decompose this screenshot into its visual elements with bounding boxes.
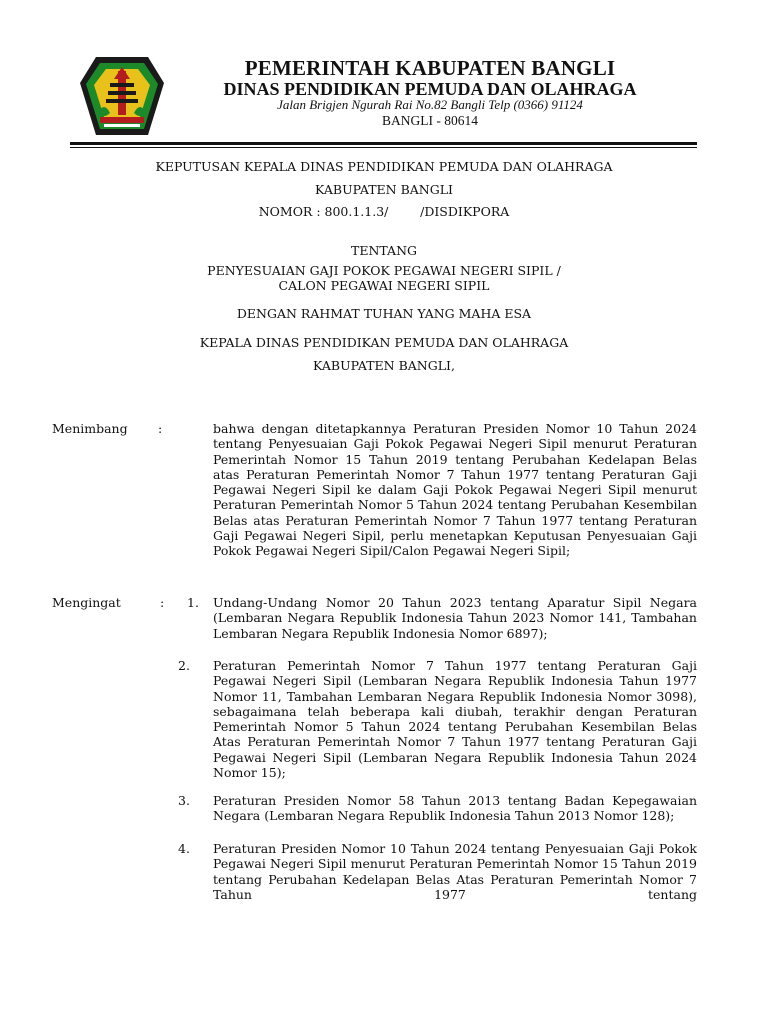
decree-subject-line1: PENYESUAIAN GAJI POKOK PEGAWAI NEGERI SIPIL / (207, 263, 561, 278)
menimbang-label: Menimbang (52, 421, 128, 436)
mengingat-item-number: 4. (178, 841, 190, 856)
decree-invocation: DENGAN RAHMAT TUHAN YANG MAHA ESA (236, 306, 532, 321)
mengingat-label: Mengingat (52, 595, 121, 610)
mengingat-item-text: Peraturan Presiden Nomor 10 Tahun 2024 tentang Penyesuaian Gaji Pokok Pegawai Negeri Sipil menurut Peraturan Pemerintah Nomor 15 Tahun 2019 tentang Perubahan Kedelapan Belas Atas Peraturan Pemerintah Nomor 7 Tahun 1977 tentang (213, 841, 697, 902)
decree-subject-line2: CALON PEGAWAI NEGERI SIPIL (278, 278, 490, 293)
mengingat-item-text: Undang-Undang Nomor 20 Tahun 2023 tentang Aparatur Sipil Negara (Lembaran Negara Republik Indonesia Tahun 2023 Nomor 141, Tambahan Lembaran Negara Republik Indonesia Nomor 6897); (213, 595, 697, 641)
mengingat-item-number: 3. (178, 793, 190, 808)
mengingat-item-number: 1. (187, 595, 199, 610)
kabupaten-bangli-emblem-icon (74, 53, 170, 139)
decree-issuer-line2: KABUPATEN BANGLI, (313, 358, 455, 373)
mengingat-item-text: Peraturan Presiden Nomor 58 Tahun 2013 tentang Badan Kepegawaian Negara (Lembaran Negara Republik Indonesia Tahun 2013 Nomor 128); (213, 793, 697, 824)
mengingat-item-text: Peraturan Pemerintah Nomor 7 Tahun 1977 tentang Peraturan Gaji Pegawai Negeri Sipil (Lembaran Negara Republik Indonesia Tahun 1977 Nomor 11, Tambahan Lembaran Negara Republik Indonesia Nomor 3098), sebagaimana telah beberapa kali diubah, terakhir dengan Peraturan Pemerintah Nomor 5 Tahun 2024 tentang Perubahan Kesembilan Belas Atas Peraturan Pemerintah Nomor 7 Tahun 1977 tentang Peraturan Gaji Pegawai Negeri Sipil (Lembaran Negara Republik Indonesia Tahun 2024 Nomor 15); (213, 658, 697, 781)
decree-title: KEPUTUSAN KEPALA DINAS PENDIDIKAN PEMUDA DAN OLAHRAGA (155, 159, 613, 174)
letterhead-government: PEMERINTAH KABUPATEN BANGLI (244, 56, 616, 80)
letterhead-city: BANGLI - 80614 (382, 113, 478, 128)
decree-number: NOMOR : 800.1.1.3/ /DISDIKPORA (258, 204, 510, 219)
letterhead-agency: DINAS PENDIDIKAN PEMUDA DAN OLAHRAGA (223, 79, 637, 99)
decree-tentang: TENTANG (350, 243, 417, 258)
letterhead-divider-thin (70, 147, 697, 148)
mengingat-colon: : (160, 595, 165, 610)
letterhead-address: Jalan Brigjen Ngurah Rai No.82 Bangli Telp (0366) 91124 (277, 97, 583, 112)
letterhead-divider (70, 142, 697, 145)
mengingat-item-number: 2. (178, 658, 190, 673)
menimbang-colon: : (158, 421, 163, 436)
decree-title-region: KABUPATEN BANGLI (315, 182, 453, 197)
decree-issuer-line1: KEPALA DINAS PENDIDIKAN PEMUDA DAN OLAHRAGA (199, 335, 569, 350)
menimbang-text: bahwa dengan ditetapkannya Peraturan Presiden Nomor 10 Tahun 2024 tentang Penyesuaian Gaji Pokok Pegawai Negeri Sipil menurut Peraturan Pemerintah Nomor 15 Tahun 2019 tentang Perubahan Kedelapan Belas atas Peraturan Pemerintah Nomor 7 Tahun 1977 tentang Peraturan Gaji Pegawai Negeri Sipil ke dalam Gaji Pokok Pegawai Negeri Sipil menurut Peraturan Pemerintah Nomor 5 Tahun 2024 tentang Perubahan Kesembilan Belas atas Peraturan Pemerintah Nomor 7 Tahun 1977 tentang Peraturan Gaji Pegawai Negeri Sipil, perlu menetapkan Keputusan Penyesuaian Gaji Pokok Pegawai Negeri Sipil/Calon Pegawai Negeri Sipil; (213, 421, 697, 559)
